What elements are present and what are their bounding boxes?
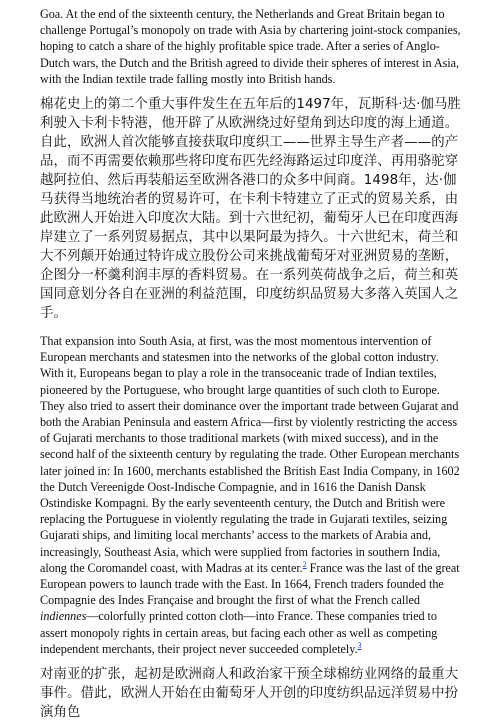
chinese-paragraph-2: 对南亚的扩张，起初是欧洲商人和政治家干预全球棉纺业网络的最重大事件。借此，欧洲人开始在由葡萄牙人开创的印度纺织品远洋贸易中扮演角色 — [40, 667, 459, 721]
footnote-link-3[interactable]: 3 — [357, 640, 362, 650]
document-body — [40, 6, 464, 722]
footnote-link-2[interactable]: 2 — [302, 559, 307, 569]
italic-term-indiennes: indiennes — [40, 609, 87, 624]
english-paragraph-1: Goa. At the end of the sixteenth century, the Netherlands and Great Britain began to challenge Portugal’s monopoly on trade with Asia by chartering joint-stock companies, hoping to catch a share of the highly profitable spice trade. After a series of Anglo-Dutch wars, the Dutch and the British agreed to divide their spheres of interest in Asia, with the Indian textile trade falling mostly into British hands. — [40, 7, 461, 86]
english-paragraph-2-text-end: —colorfully printed cotton cloth—into France. These companies tried to assert monopoly rights in certain areas, but facing each other as well as competing independent merchants, their project never succeeded completely. — [40, 609, 438, 656]
english-paragraph-2-text: That expansion into South Asia, at first, was the most momentous intervention of European merchants and statesmen into the networks of the global cotton industry. With it, Europeans began to play a role in the transoceanic trade of Indian textiles, pioneered by the Portuguese, who brought large quantities of such cloth to Europe. They also tried to assert their dominance over the important trade between Gujarat and both the Arabian Peninsula and eastern Africa—first by violently restricting the access of Gujarati merchants to those traditional markets (with mixed success), and in the second half of the sixteenth century by regulating the trade. Other European merchants later joined in: In 1600, merchants established the British East India Company, in 1602 the Dutch Vereenigde Oost-Indische Compagnie, and in 1616 the Danish Dansk Ostindiske Kompagni. By the early seventeenth century, the Dutch and British were replacing the Portuguese in violently regulating the trade in Gujarati textiles, seizing Gujarati ships, and limiting local merchants’ access to the markets of Arabia and, increasingly, Southeast Asia, which were supplied from factories in southern India, along the Coromandel coast, with Madras at its center. — [40, 334, 460, 575]
english-paragraph-2-text-continued: France was the last of the great European powers to launch trade with the East. In 1664, French traders founded the Compagnie des Indes Française and brought the first of what the French called — [40, 560, 460, 608]
english-paragraph-2 — [40, 333, 464, 657]
chinese-paragraph-1: 棉花史上的第二个重大事件发生在五年后的1497年，瓦斯科·达·伽马胜利驶入卡利卡特港，他开辟了从欧洲绕过好望角到达印度的海上通道。自此，欧洲人首次能够直接获取印度织工——世界主导生产者——的产品，而不再需要依赖那些将印度布匹先经海路运过印度洋、再用骆驼穿越阿拉伯、然后再装船运至欧洲各港口的众多中间商。1498年，达·伽马获得当地统治者的贸易许可，在卡利卡特建立了正式的贸易关系，由此欧洲人开始进入印度次大陆。到十六世纪初，葡萄牙人已在印度西海岸建立了一系列贸易据点，其中以果阿最为持久。十六世纪末，荷兰和大不列颠开始通过特许成立股份公司来挑战葡萄牙对亚洲贸易的垄断，企图分一杯羹利润丰厚的香料贸易。在一系列英荷战争之后，荷兰和英国同意划分各自在亚洲的利益范围，印度纺织品贸易大多落入英国人之手。 — [40, 97, 461, 322]
